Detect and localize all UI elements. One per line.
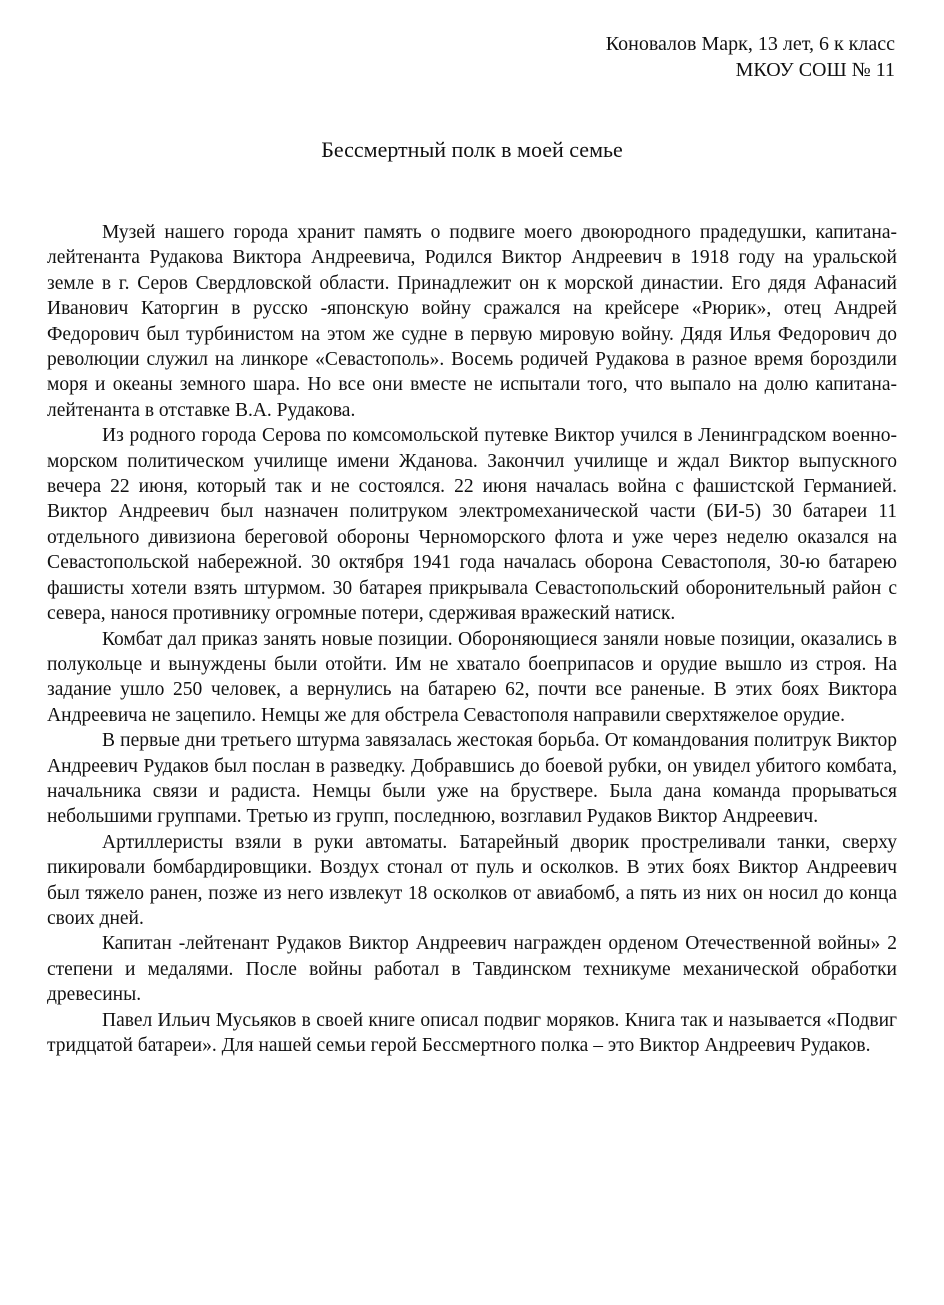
paragraph: Артиллеристы взяли в руки автоматы. Батарейный дворик простреливали танки, сверху пикировали бомбардировщики. Воздух стонал от пуль и осколков. В этих боях Виктор Андреевич был тяжело ранен, позже из него извлекут 18 осколков от авиабомб, а пять из них он носил до конца своих дней. [47,831,897,929]
paragraph: Из родного города Серова по комсомольской путевке Виктор учился в Ленинградском военно-морском политическом училище имени Жданова. Закончил училище и ждал Виктор выпускного вечера 22 июня, который так и не состоялся. 22 июня началась война с фашистской Германией. Виктор Андреевич был назначен политруком электромеханической части (БИ-5) 30 батареи 11 отдельного дивизиона береговой обороны Черноморского флота и уже через неделю оказался на Севастопольской набережной. 30 октября 1941 года началась оборона Севастополя, 30-ю батарею фашисты хотели взять штурмом. 30 батарея прикрывала Севастопольский оборонительный район с севера, нанося противнику огромные потери, сдерживая вражеский натиск. [47,425,897,625]
document-body [47,220,897,1058]
paragraph: В первые дни третьего штурма завязалась жестокая борьба. От командования политрук Виктор Андреевич Рудаков был послан в разведку. Добравшись до боевой рубки, он увидел убитого комбата, начальника связи и радиста. Немцы были уже на бруствере. Была дана команда прорываться небольшими группами. Третью из групп, последнюю, возглавил Рудаков Виктор Андреевич. [47,730,897,828]
paragraph: Музей нашего города хранит память о подвиге моего двоюродного прадедушки, капитана-лейтенанта Рудакова Виктора Андреевича, Родился Виктор Андреевич в 1918 году на уральской земле в г. Серов Свердловской области. Принадлежит он к морской династии. Его дядя Афанасий Иванович Каторгин в русско -японскую войну сражался на крейсере «Рюрик», отец Андрей Федорович был турбинистом на этом же судне в первую мировую войну. Дядя Илья Федорович до революции служил на линкоре «Севастополь». Восемь родичей Рудакова в разное время бороздили моря и океаны земного шара. Но все они вместе не испытали того, что выпало на долю капитана-лейтенанта в отставке В.А. Рудакова. [47,222,897,421]
document-title: Бессмертный полк в моей семье [321,137,623,162]
author-line: Коновалов Марк, 13 лет, 6 к класс [605,33,895,55]
paragraph: Капитан -лейтенант Рудаков Виктор Андреевич награжден орденом Отечественной войны» 2 степени и медалями. После войны работал в Тавдинском техникуме механической обработки древесины. [47,933,897,1006]
school-line: МКОУ СОШ № 11 [735,59,895,81]
paragraph: Комбат дал приказ занять новые позиции. Обороняющиеся заняли новые позиции, оказались в полукольце и вынуждены были отойти. Им не хватало боеприпасов и орудие вышло из строя. На задание ушло 250 человек, а вернулись на батарею 62, почти все раненые. В этих боях Виктора Андреевича не зацепило. Немцы же для обстрела Севастополя направили сверхтяжелое орудие. [47,628,897,726]
author-header [606,31,895,83]
paragraph: Павел Ильич Мусьяков в своей книге описал подвиг моряков. Книга так и называется «Подвиг тридцатой батареи». Для нашей семьи герой Бессмертного полка – это Виктор Андреевич Рудаков. [47,1009,897,1056]
